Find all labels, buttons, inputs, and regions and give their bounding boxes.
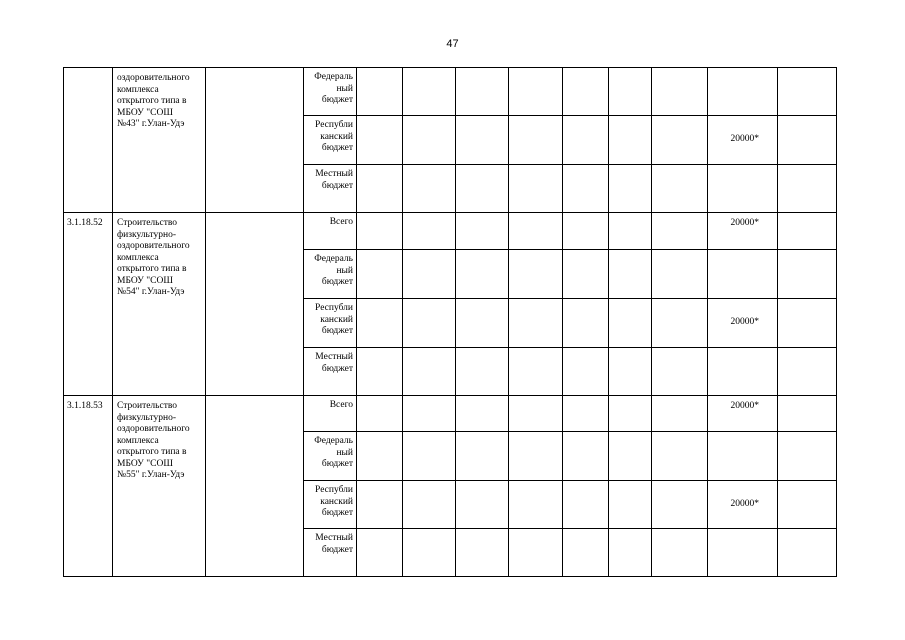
empty-cell bbox=[778, 68, 837, 116]
empty-cell bbox=[509, 529, 563, 577]
table-row bbox=[64, 213, 837, 250]
empty-cell bbox=[778, 396, 837, 432]
amount-value bbox=[708, 165, 778, 213]
empty-cell bbox=[652, 165, 708, 213]
empty-cell bbox=[652, 213, 708, 250]
empty-cell bbox=[609, 116, 652, 165]
empty-cell bbox=[456, 481, 509, 529]
empty-cell bbox=[652, 481, 708, 529]
empty-cell bbox=[456, 116, 509, 165]
empty-cell bbox=[563, 213, 609, 250]
empty-cell bbox=[509, 250, 563, 299]
empty-cell bbox=[652, 250, 708, 299]
empty-cell bbox=[778, 529, 837, 577]
empty-cell bbox=[509, 396, 563, 432]
empty-cell bbox=[652, 116, 708, 165]
amount-value bbox=[708, 68, 778, 116]
empty-cell bbox=[778, 348, 837, 396]
amount-value bbox=[708, 529, 778, 577]
empty-cell bbox=[357, 396, 403, 432]
empty-cell bbox=[609, 481, 652, 529]
empty-cell bbox=[403, 299, 456, 348]
empty-cell bbox=[563, 299, 609, 348]
empty-cell bbox=[609, 165, 652, 213]
empty-cell bbox=[403, 481, 456, 529]
empty-cell bbox=[403, 116, 456, 165]
empty-cell bbox=[509, 348, 563, 396]
page-number: 47 bbox=[446, 38, 459, 50]
empty-cell bbox=[509, 299, 563, 348]
item-code: 3.1.18.53 bbox=[64, 396, 113, 577]
empty-cell bbox=[563, 481, 609, 529]
empty-cell bbox=[456, 299, 509, 348]
empty-cell bbox=[778, 116, 837, 165]
amount-value: 20000* bbox=[708, 396, 778, 432]
amount-value: 20000* bbox=[708, 481, 778, 529]
empty-cell bbox=[563, 396, 609, 432]
empty-cell bbox=[357, 299, 403, 348]
funding-source: Федераль ный бюджет bbox=[304, 250, 357, 299]
empty-cell bbox=[652, 348, 708, 396]
funding-source: Всего bbox=[304, 396, 357, 432]
item-name: оздоровительного комплекса открытого типа в МБОУ "СОШ №43" г.Улан-Удэ bbox=[113, 68, 206, 213]
funding-source: Местный бюджет bbox=[304, 165, 357, 213]
funding-source: Республи канский бюджет bbox=[304, 299, 357, 348]
empty-cell bbox=[563, 165, 609, 213]
empty-cell bbox=[509, 68, 563, 116]
empty-cell bbox=[652, 396, 708, 432]
empty-cell bbox=[509, 116, 563, 165]
amount-value: 20000* bbox=[708, 116, 778, 165]
empty-cell bbox=[357, 481, 403, 529]
empty-cell bbox=[652, 432, 708, 481]
empty-cell bbox=[403, 213, 456, 250]
item-name: Строительство физкультурно- оздоровительного комплекса открытого типа в МБОУ "СОШ №54" г.Улан-Удэ bbox=[113, 213, 206, 396]
empty-cell bbox=[456, 396, 509, 432]
empty-cell bbox=[357, 348, 403, 396]
empty-cell bbox=[403, 165, 456, 213]
empty-cell bbox=[403, 68, 456, 116]
table-row bbox=[64, 396, 837, 432]
empty-cell bbox=[357, 116, 403, 165]
blank-cell bbox=[206, 396, 304, 577]
empty-cell bbox=[778, 481, 837, 529]
empty-cell bbox=[357, 432, 403, 481]
empty-cell bbox=[456, 165, 509, 213]
item-code bbox=[64, 68, 113, 213]
empty-cell bbox=[652, 529, 708, 577]
empty-cell bbox=[563, 250, 609, 299]
funding-source: Местный бюджет bbox=[304, 348, 357, 396]
empty-cell bbox=[509, 432, 563, 481]
empty-cell bbox=[357, 213, 403, 250]
empty-cell bbox=[456, 213, 509, 250]
empty-cell bbox=[563, 432, 609, 481]
item-name: Строительство физкультурно- оздоровительного комплекса открытого типа в МБОУ "СОШ №55" г.Улан-Удэ bbox=[113, 396, 206, 577]
empty-cell bbox=[778, 299, 837, 348]
empty-cell bbox=[456, 529, 509, 577]
empty-cell bbox=[509, 165, 563, 213]
blank-cell bbox=[206, 213, 304, 396]
empty-cell bbox=[609, 432, 652, 481]
amount-value bbox=[708, 348, 778, 396]
blank-cell bbox=[206, 68, 304, 213]
empty-cell bbox=[609, 529, 652, 577]
funding-source: Республи канский бюджет bbox=[304, 481, 357, 529]
empty-cell bbox=[563, 68, 609, 116]
funding-source: Всего bbox=[304, 213, 357, 250]
empty-cell bbox=[403, 432, 456, 481]
amount-value: 20000* bbox=[708, 299, 778, 348]
empty-cell bbox=[609, 396, 652, 432]
empty-cell bbox=[652, 299, 708, 348]
empty-cell bbox=[403, 396, 456, 432]
empty-cell bbox=[609, 299, 652, 348]
empty-cell bbox=[609, 68, 652, 116]
empty-cell bbox=[403, 529, 456, 577]
empty-cell bbox=[778, 213, 837, 250]
funding-source: Федераль ный бюджет bbox=[304, 68, 357, 116]
empty-cell bbox=[456, 68, 509, 116]
amount-value: 20000* bbox=[708, 213, 778, 250]
item-code: 3.1.18.52 bbox=[64, 213, 113, 396]
empty-cell bbox=[509, 213, 563, 250]
table-row bbox=[64, 68, 837, 116]
empty-cell bbox=[563, 529, 609, 577]
empty-cell bbox=[778, 250, 837, 299]
empty-cell bbox=[357, 250, 403, 299]
empty-cell bbox=[563, 116, 609, 165]
empty-cell bbox=[609, 250, 652, 299]
funding-source: Федераль ный бюджет bbox=[304, 432, 357, 481]
empty-cell bbox=[609, 348, 652, 396]
empty-cell bbox=[778, 165, 837, 213]
empty-cell bbox=[456, 432, 509, 481]
empty-cell bbox=[403, 250, 456, 299]
empty-cell bbox=[609, 213, 652, 250]
empty-cell bbox=[456, 348, 509, 396]
empty-cell bbox=[357, 165, 403, 213]
amount-value bbox=[708, 250, 778, 299]
empty-cell bbox=[456, 250, 509, 299]
empty-cell bbox=[357, 68, 403, 116]
empty-cell bbox=[652, 68, 708, 116]
empty-cell bbox=[563, 348, 609, 396]
empty-cell bbox=[509, 481, 563, 529]
funding-source: Местный бюджет bbox=[304, 529, 357, 577]
budget-table bbox=[63, 67, 837, 577]
empty-cell bbox=[778, 432, 837, 481]
funding-source: Республи канский бюджет bbox=[304, 116, 357, 165]
amount-value bbox=[708, 432, 778, 481]
empty-cell bbox=[357, 529, 403, 577]
empty-cell bbox=[403, 348, 456, 396]
